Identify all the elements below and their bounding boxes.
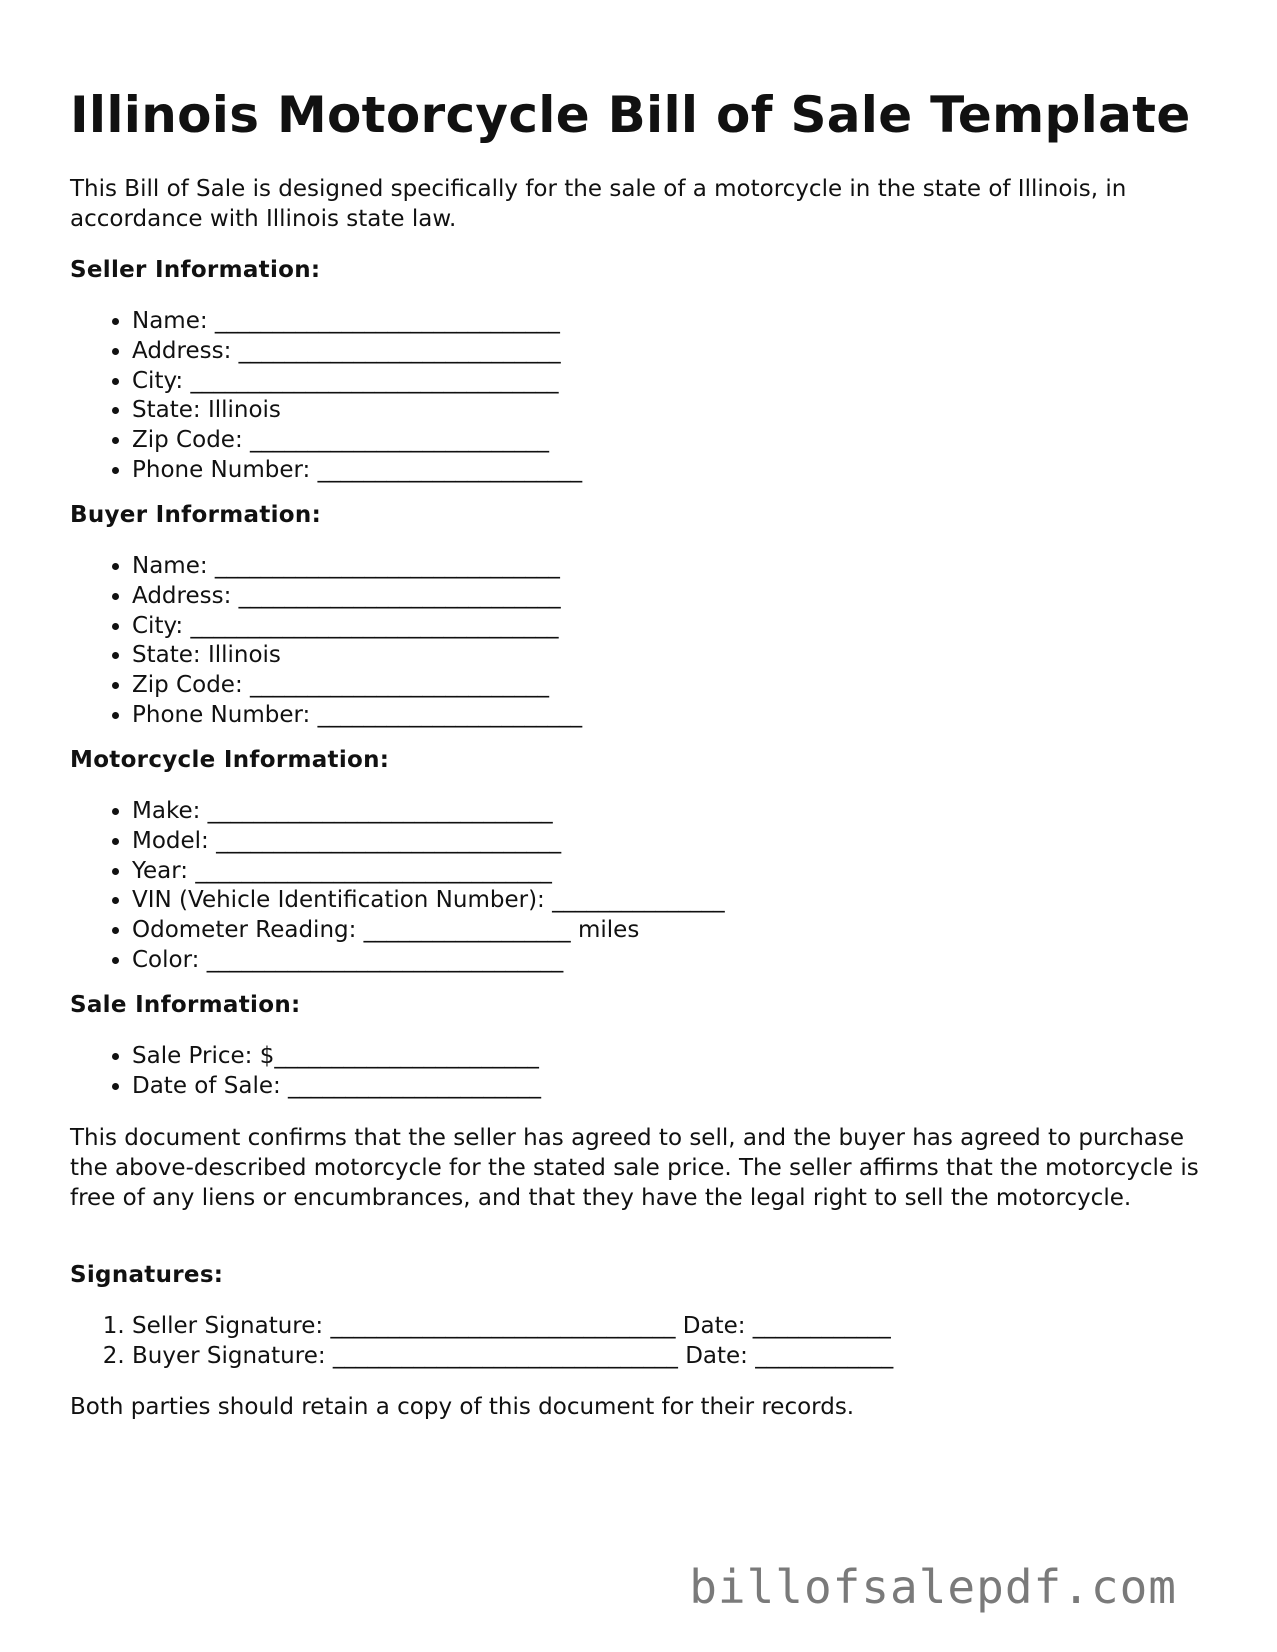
motorcycle-color-field: • Color: _______________________________ (132, 946, 725, 976)
watermark-text: billofsalepdf.com (689, 1560, 1177, 1614)
signatures-list (70, 1312, 893, 1372)
confirmation-paragraph: This document confirms that the seller has agreed to sell, and the buyer has agreed to purchase the above-described motorcycle for the stated sale price. The seller affirms that the motorcycle is free of any liens or encumbrances, and that they have the legal right to sell the motorcycle. (70, 1125, 1199, 1211)
buyer-heading: Buyer Information: (70, 502, 322, 528)
seller-list (70, 307, 582, 486)
buyer-city-field: • City: ________________________________ (132, 612, 582, 642)
signatures-heading: Signatures: (70, 1262, 224, 1288)
motorcycle-year-field: • Year: _______________________________ (132, 857, 725, 887)
document-title: Illinois Motorcycle Bill of Sale Template (70, 86, 1191, 144)
sale-heading: Sale Information: (70, 992, 301, 1018)
seller-city-field: • City: ________________________________ (132, 367, 582, 397)
sale-price-field: • Sale Price: $_______________________ (132, 1042, 541, 1072)
closing-paragraph: Both parties should retain a copy of this document for their records. (70, 1394, 855, 1420)
buyer-zip-field: • Zip Code: __________________________ (132, 671, 582, 701)
buyer-list (70, 552, 582, 731)
buyer-name-field: • Name: ______________________________ (132, 552, 582, 582)
seller-phone-field: • Phone Number: _______________________ (132, 456, 582, 486)
seller-address-field: • Address: ____________________________ (132, 337, 582, 367)
seller-zip-field: • Zip Code: __________________________ (132, 426, 582, 456)
sale-list (70, 1042, 541, 1102)
buyer-state-field: • State: Illinois (132, 641, 582, 671)
sale-date-field: • Date of Sale: ______________________ (132, 1072, 541, 1102)
intro-paragraph: This Bill of Sale is designed specifically for the sale of a motorcycle in the state of Illinois, in accordance with Illinois state law. (70, 176, 1127, 232)
motorcycle-odometer-field: • Odometer Reading: __________________ miles (132, 916, 725, 946)
seller-state-field: • State: Illinois (132, 396, 582, 426)
motorcycle-heading: Motorcycle Information: (70, 747, 390, 773)
buyer-phone-field: • Phone Number: _______________________ (132, 701, 582, 731)
motorcycle-vin-field: • VIN (Vehicle Identification Number): _______________ (132, 886, 725, 916)
motorcycle-list (70, 797, 725, 976)
buyer-address-field: • Address: ____________________________ (132, 582, 582, 612)
seller-signature-line: 1. Seller Signature: ______________________________ Date: ____________ (132, 1312, 893, 1342)
seller-name-field: • Name: ______________________________ (132, 307, 582, 337)
motorcycle-model-field: • Model: ______________________________ (132, 827, 725, 857)
seller-heading: Seller Information: (70, 257, 321, 283)
buyer-signature-line: 2. Buyer Signature: ______________________________ Date: ____________ (132, 1342, 893, 1372)
motorcycle-make-field: • Make: ______________________________ (132, 797, 725, 827)
